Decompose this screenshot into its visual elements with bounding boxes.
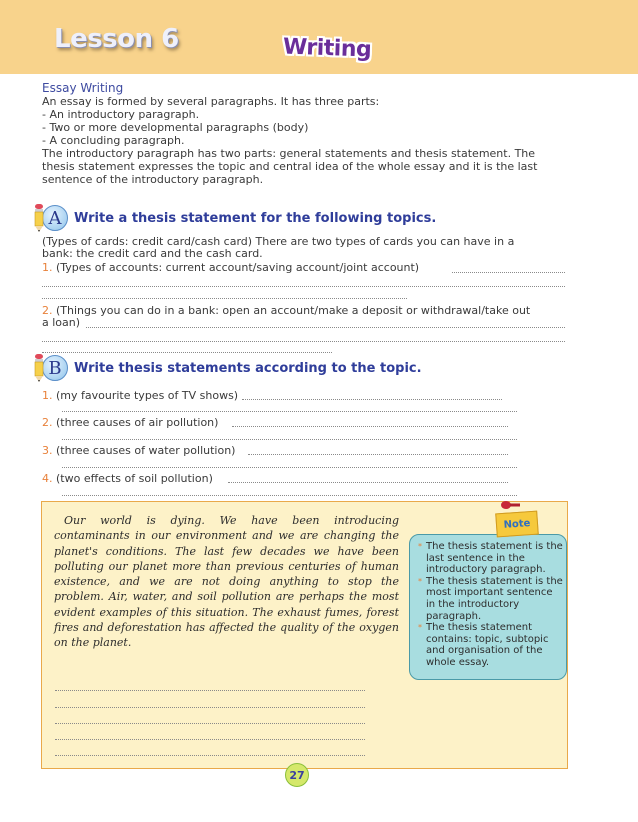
answer-line[interactable] bbox=[62, 467, 517, 468]
star-bullet-icon: * bbox=[418, 623, 422, 633]
answer-line[interactable] bbox=[42, 286, 565, 287]
exercise-a-item-2 bbox=[42, 304, 530, 317]
item-number: 2. bbox=[42, 304, 53, 317]
intro-line: thesis statement expresses the topic and central idea of the whole essay and it is the last bbox=[42, 160, 538, 173]
item-prompt: (three causes of water pollution) bbox=[56, 444, 236, 457]
answer-line[interactable] bbox=[55, 723, 365, 724]
section-a-title: Write a thesis statement for the following topics. bbox=[74, 210, 437, 226]
answer-line[interactable] bbox=[42, 341, 565, 342]
pushpin-icon bbox=[500, 500, 522, 510]
answer-line[interactable] bbox=[62, 439, 517, 440]
item-number: 1. bbox=[42, 261, 53, 274]
note-item bbox=[418, 576, 564, 622]
intro-line: An essay is formed by several paragraphs. It has three parts: bbox=[42, 95, 380, 108]
star-bullet-icon: * bbox=[418, 576, 422, 586]
note-item bbox=[418, 541, 564, 576]
example-line: (Types of cards: credit card/cash card) There are two types of cards you can have in a bbox=[42, 235, 515, 248]
intro-line: - A concluding paragraph. bbox=[42, 134, 185, 147]
intro-text bbox=[42, 95, 572, 186]
note-list bbox=[418, 541, 564, 669]
item-prompt: (three causes of air pollution) bbox=[56, 416, 219, 429]
example-line: bank: the credit card and the cash card. bbox=[42, 247, 263, 260]
lesson-header-band bbox=[0, 0, 638, 74]
answer-line[interactable] bbox=[86, 327, 565, 328]
note-item-text: The thesis statement is the most important sentence in the introductory paragraph. bbox=[426, 575, 563, 622]
intro-line: - Two or more developmental paragraphs (body) bbox=[42, 121, 309, 134]
answer-line[interactable] bbox=[55, 690, 365, 691]
item-prompt: (Types of accounts: current account/saving account/joint account) bbox=[56, 261, 420, 274]
lesson-label: Lesson 6 bbox=[54, 24, 179, 54]
item-prompt: (two effects of soil pollution) bbox=[56, 472, 213, 485]
note-item-text: The thesis statement is the last sentence in the introductory paragraph. bbox=[426, 541, 563, 576]
exercise-a-item-1 bbox=[42, 261, 419, 274]
item-prompt-continued: a loan) bbox=[42, 316, 81, 329]
answer-line[interactable] bbox=[42, 298, 407, 299]
item-number: 1. bbox=[42, 389, 53, 402]
pencil-icon bbox=[32, 203, 46, 233]
intro-title: Essay Writing bbox=[42, 81, 124, 95]
answer-line[interactable] bbox=[228, 482, 508, 483]
section-letter-badge: B bbox=[42, 355, 68, 381]
answer-line[interactable] bbox=[452, 272, 565, 273]
item-prompt: (my favourite types of TV shows) bbox=[56, 389, 239, 402]
item-number: 4. bbox=[42, 472, 53, 485]
intro-line: The introductory paragraph has two parts: general statements and thesis statement. The bbox=[42, 147, 536, 160]
star-bullet-icon: * bbox=[418, 542, 422, 551]
section-a-heading bbox=[32, 203, 436, 233]
exercise-b-item-1 bbox=[42, 389, 238, 402]
section-b-title: Write thesis statements according to the topic. bbox=[74, 360, 422, 376]
note-tag: Note bbox=[495, 511, 539, 538]
intro-line: sentence of the introductory paragraph. bbox=[42, 173, 264, 186]
essay-paragraph: Our world is dying. We have been introducing contaminants in our environment and we are changing the planet's conditions. The last few decades we have been polluting our planet more than previous centuries of human existence, and we are not doing anything to stop the problem. Air, water, and soil pollution are perhaps the most evident examples of this situation. The exhaust fumes, forest fires and deforestation has affected the quality of the oxygen on the planet. bbox=[54, 514, 399, 650]
exercise-b-item-2 bbox=[42, 416, 218, 429]
section-letter-badge: A bbox=[42, 205, 68, 231]
answer-line[interactable] bbox=[62, 411, 517, 412]
answer-line[interactable] bbox=[55, 755, 365, 756]
section-b-heading bbox=[32, 353, 422, 383]
item-number: 2. bbox=[42, 416, 53, 429]
answer-line[interactable] bbox=[62, 495, 517, 496]
item-number: 3. bbox=[42, 444, 53, 457]
item-prompt: (Things you can do in a bank: open an account/make a deposit or withdrawal/take out bbox=[56, 304, 531, 317]
page-number: 27 bbox=[285, 763, 309, 787]
pencil-icon bbox=[32, 353, 46, 383]
answer-line[interactable] bbox=[55, 739, 365, 740]
intro-line: - An introductory paragraph. bbox=[42, 108, 200, 121]
subject-title: Writing bbox=[282, 34, 372, 63]
exercise-b-item-3 bbox=[42, 444, 235, 457]
note-item bbox=[418, 622, 564, 668]
exercise-b-item-4 bbox=[42, 472, 213, 485]
answer-line[interactable] bbox=[55, 707, 365, 708]
answer-line[interactable] bbox=[232, 426, 508, 427]
answer-line[interactable] bbox=[242, 399, 502, 400]
note-item-text: The thesis statement contains: topic, subtopic and organisation of the whole essay. bbox=[426, 622, 549, 668]
answer-line[interactable] bbox=[248, 454, 508, 455]
